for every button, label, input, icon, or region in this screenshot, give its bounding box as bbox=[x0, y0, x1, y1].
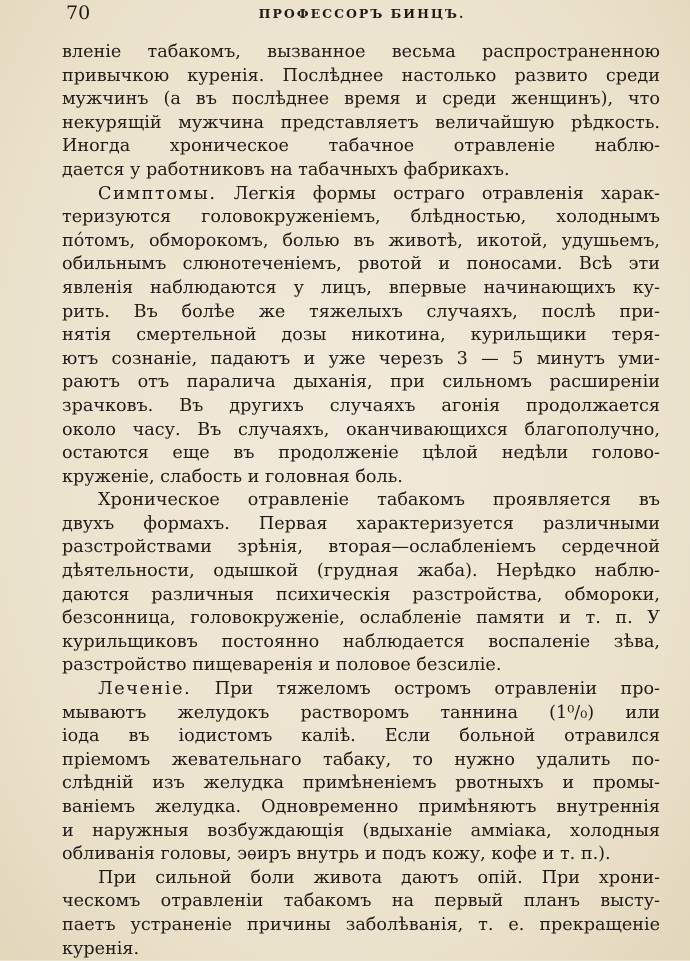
body-text bbox=[62, 41, 660, 961]
text-line: пріемомъ жевательнаго табаку, то нужно удалить по- bbox=[62, 749, 660, 770]
section-heading-symptoms: Симптомы. bbox=[98, 183, 217, 204]
text-line: около часу. Въ случаяхъ, оканчивающихся благополучно, bbox=[62, 419, 660, 440]
text-line: ваніемъ желудка. Одновременно примѣняютъ внутреннія bbox=[62, 797, 660, 817]
text-line: Иногда хроническое табачное отравленіе наблю- bbox=[62, 136, 660, 157]
text-line: даются различныя психическія разстройства, обмороки, bbox=[62, 584, 660, 605]
text-line-rest: Легкія формы остраго отравленія харак- bbox=[233, 183, 660, 204]
text-line: двухъ формахъ. Первая характеризуется различными bbox=[62, 513, 660, 534]
text-line: ческомъ отравленіи табакомъ на первый планъ высту- bbox=[62, 891, 660, 912]
text-line: нятія смертельной дозы никотина, курильщики теря- bbox=[62, 325, 660, 346]
text-line: обливанія головы, эѳиръ внутрь и подъ кожу, кофе и т. п.). bbox=[62, 844, 611, 865]
text-line: іода въ іодистомъ каліѣ. Если больной отравился bbox=[62, 726, 660, 747]
text-line: мываютъ желудокъ растворомъ таннина (1⁰/₀) или bbox=[62, 702, 660, 723]
text-line: слѣдній изъ желудка примѣненіемъ рвотныхъ и промы- bbox=[62, 773, 660, 794]
text-line: паетъ устраненіе причины заболѣванія, т. е. прекращеніе bbox=[62, 914, 660, 935]
text-line: дѣятельности, одышкой (грудная жаба). Нерѣдко наблю- bbox=[62, 561, 660, 582]
text-line: вленіе табакомъ, вызванное весьма распространенною bbox=[62, 42, 660, 62]
text-line: рить. Въ болѣе же тяжелыхъ случаяхъ, послѣ при- bbox=[62, 301, 660, 322]
section-heading-treatment: Леченіе. bbox=[98, 679, 192, 700]
text-line: явленія наблюдаются у лицъ, впервые начинающихъ ку- bbox=[62, 277, 660, 298]
paragraph-chronic bbox=[62, 489, 660, 678]
text-line: круженіе, слабость и головная боль. bbox=[62, 466, 403, 487]
text-line: безсонница, головокруженіе, ослабленіе памяти и т. п. У bbox=[62, 608, 660, 629]
page-number: 70 bbox=[66, 2, 91, 24]
paragraph-treatment bbox=[62, 678, 660, 867]
text-line: мужчинъ (а въ послѣднее время и среди женщинъ), что bbox=[62, 89, 660, 110]
text-line: разстройствами зрѣнія, вторая—ослабленіемъ сердечной bbox=[62, 537, 660, 558]
page-header bbox=[62, 0, 662, 26]
text-line: дается у работниковъ на табачныхъ фабрикахъ. bbox=[62, 159, 510, 180]
paragraph-symptoms bbox=[62, 183, 660, 490]
text-line: привычкою куренія. Послѣднее настолько развито среди bbox=[62, 65, 660, 86]
text-line: обильнымъ слюнотеченіемъ, рвотой и поносами. Всѣ эти bbox=[62, 254, 660, 275]
text-line: раютъ отъ паралича дыханія, при сильномъ расширеніи bbox=[62, 372, 660, 393]
text-line: куренія. bbox=[62, 938, 140, 959]
text-line: При сильной боли живота даютъ опій. При хрони- bbox=[98, 867, 660, 888]
text-line: теризуются головокруженіемъ, блѣдностью, холоднымъ bbox=[62, 207, 660, 228]
text-line bbox=[62, 183, 660, 207]
text-line: ютъ сознаніе, падаютъ и уже черезъ 3 — 5 минутъ уми- bbox=[62, 348, 660, 369]
text-line: остаются еще въ продолженіе цѣлой недѣли голово- bbox=[62, 443, 660, 464]
text-line: курильщиковъ постоянно наблюдается воспаленіе зѣва, bbox=[62, 631, 660, 652]
paragraph bbox=[62, 41, 660, 183]
text-line: пóтомъ, обморокомъ, болью въ животѣ, икотой, удушьемъ, bbox=[62, 230, 660, 251]
text-line: разстройство пищеваренія и половое безсиліе. bbox=[62, 655, 502, 676]
text-line: зрачковъ. Въ другихъ случаяхъ агонія продолжается bbox=[62, 395, 660, 416]
text-line: Хроническое отравленіе табакомъ проявляется въ bbox=[98, 490, 660, 511]
text-line-rest: При тяжеломъ остромъ отравленіи про- bbox=[214, 679, 660, 700]
text-line: и наружныя возбуждающія (вдыханіе амміака, холодныя bbox=[62, 820, 660, 841]
text-line bbox=[62, 678, 660, 702]
paragraph-final bbox=[62, 867, 660, 961]
text-line: некурящій мужчина представляетъ величайшую рѣдкость. bbox=[62, 112, 660, 133]
running-head: ПРОФЕССОРЪ БИНЦЪ. bbox=[258, 6, 466, 21]
